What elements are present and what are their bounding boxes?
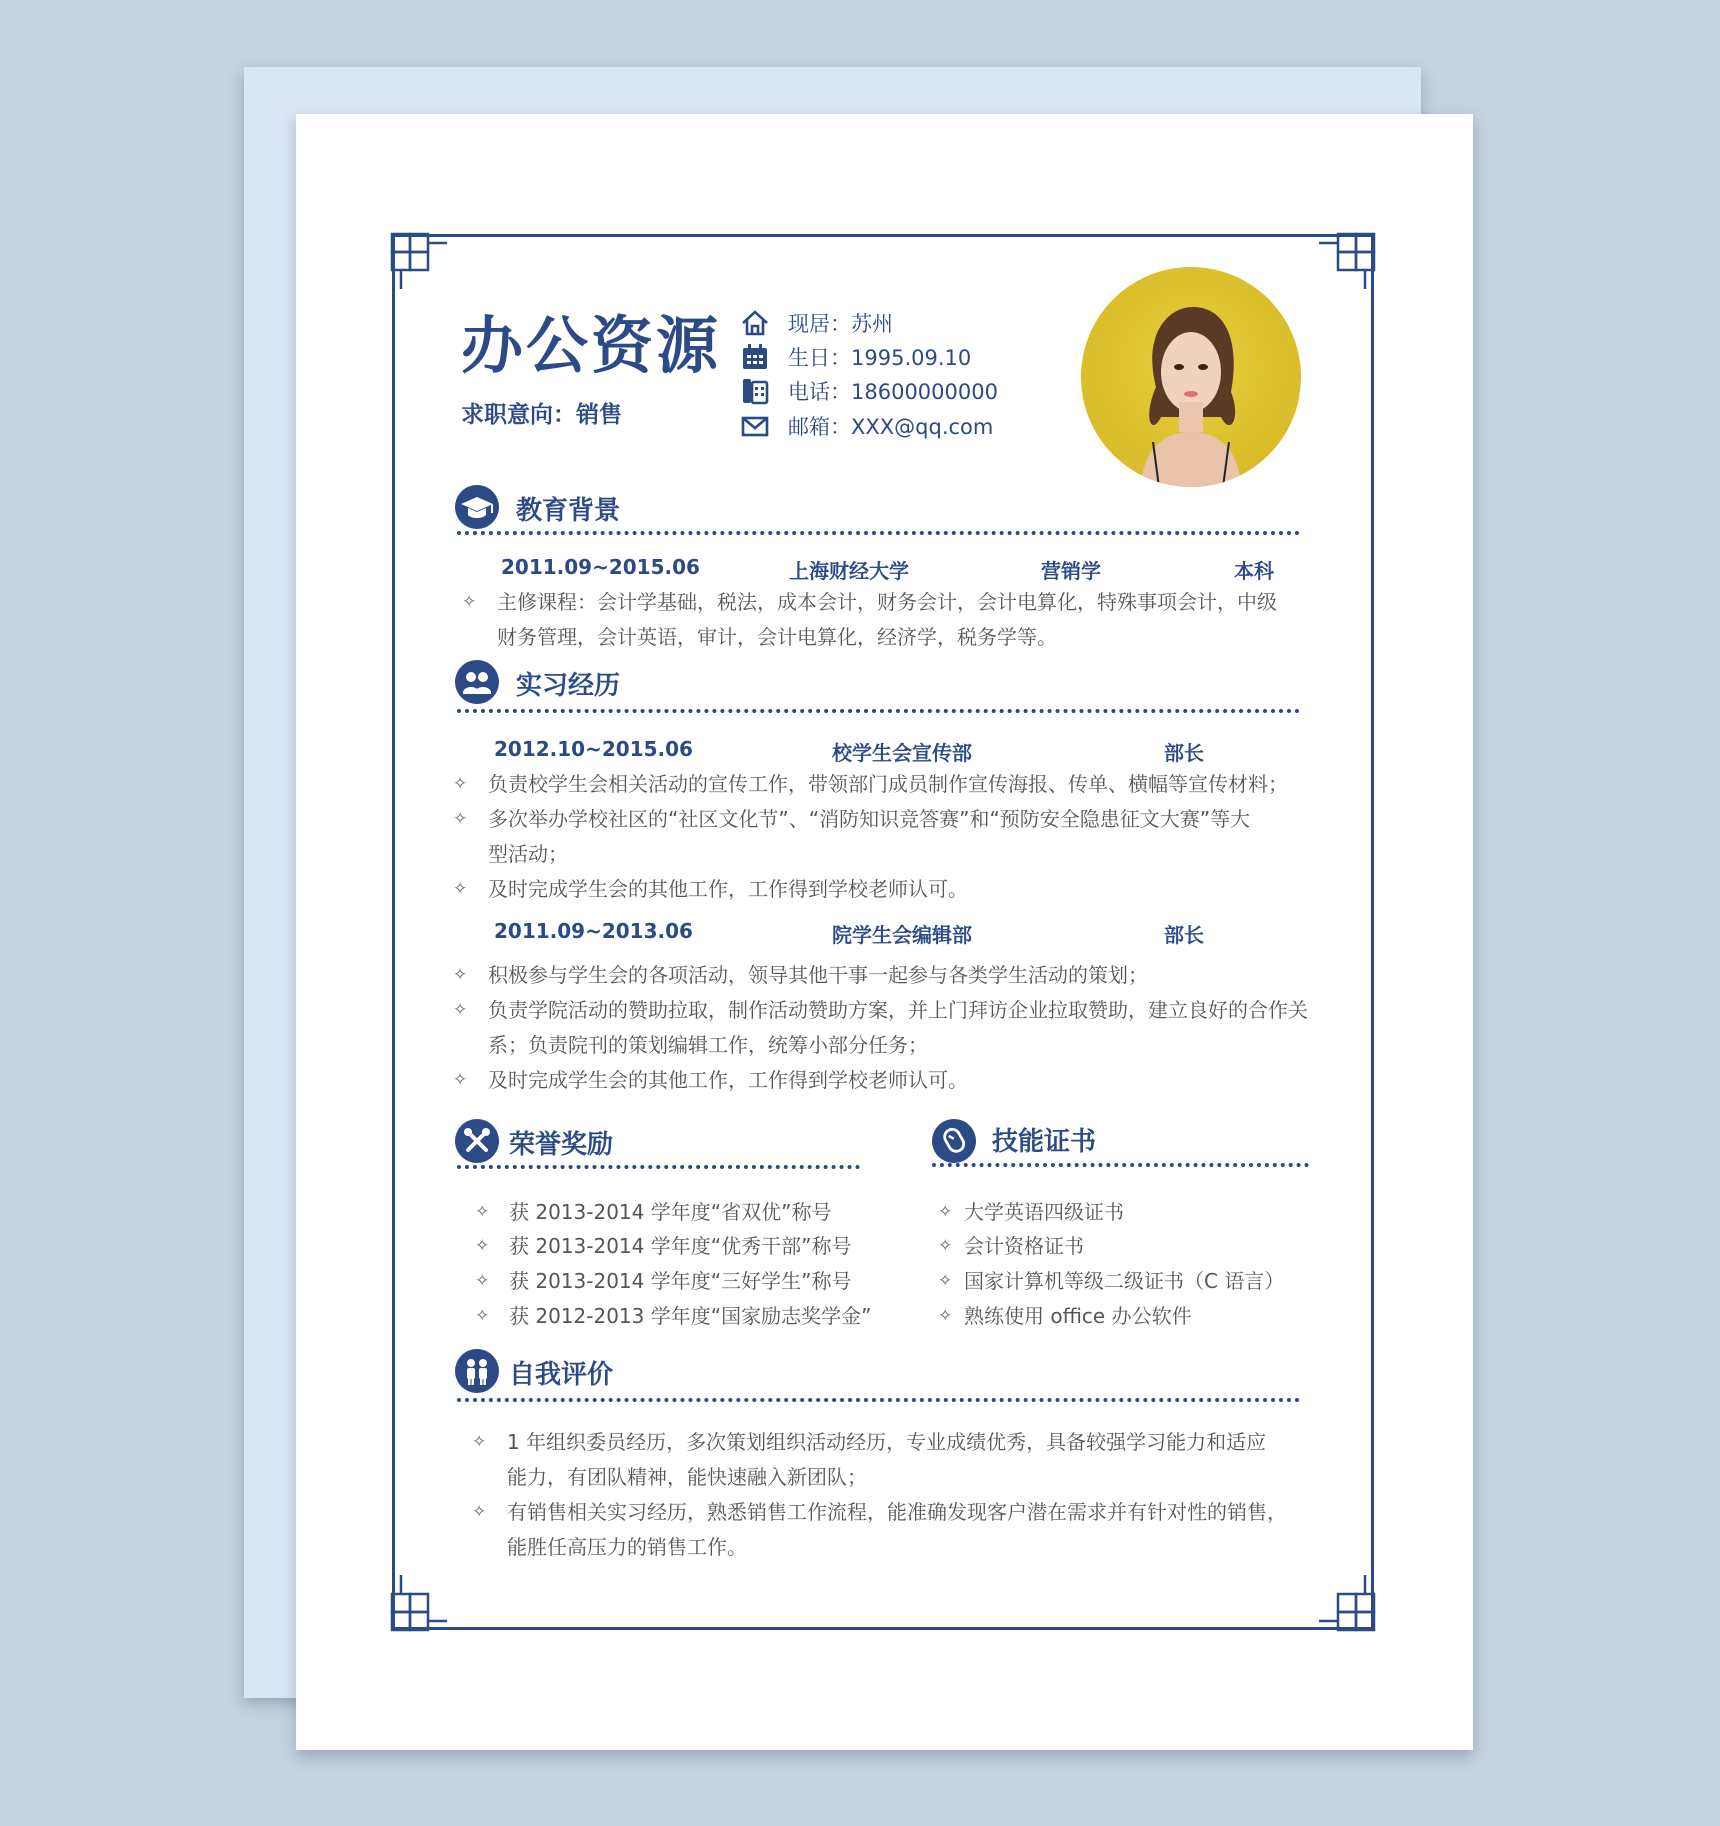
section-divider <box>932 1163 1309 1167</box>
list-item <box>938 1299 1192 1334</box>
job-line: 系；负责院刊的策划编辑工作，统筹小部分任务； <box>488 1033 928 1057</box>
bullet-mark: ✧ <box>475 1202 490 1222</box>
list-item <box>938 1229 1084 1264</box>
people-icon <box>455 1349 499 1393</box>
bullet-mark: ✧ <box>453 965 468 985</box>
section-divider <box>457 531 1300 535</box>
job-line: 及时完成学生会的其他工作，工作得到学校老师认可。 <box>488 877 968 901</box>
job-line: 多次举办学校社区的“社区文化节”、“消防知识竞答赛”和“预防安全隐患征文大赛”等大 <box>488 807 1251 831</box>
candidate-name: 办公资源 <box>461 309 722 382</box>
contact-phone <box>740 376 998 406</box>
section-title-internship: 实习经历 <box>516 671 621 701</box>
list-item <box>453 872 968 907</box>
bullet-mark: ✧ <box>472 1432 487 1452</box>
list-item <box>472 1495 1287 1565</box>
list-item <box>453 958 1148 993</box>
job-role: 部长 <box>1164 923 1204 947</box>
education-degree: 本科 <box>1234 559 1274 583</box>
job-org: 校学生会宣传部 <box>832 741 972 765</box>
job-line: 积极参与学生会的各项活动，领导其他干事一起参与各类学生活动的策划； <box>488 963 1148 987</box>
section-title-honors: 荣誉奖励 <box>509 1130 614 1160</box>
section-title-education: 教育背景 <box>516 496 621 526</box>
bullet-mark: ✧ <box>462 592 477 612</box>
bullet-mark: ✧ <box>475 1306 490 1326</box>
skill-item: 会计资格证书 <box>964 1234 1084 1258</box>
job-period: 2011.09~2013.06 <box>494 919 693 943</box>
section-divider <box>457 709 1300 713</box>
job-org: 院学生会编辑部 <box>832 923 972 947</box>
education-line: 主修课程：会计学基础，税法，成本会计，财务会计，会计电算化，特殊事项会计，中级 <box>497 590 1277 614</box>
home-icon <box>740 308 770 338</box>
graduation-cap-icon <box>455 485 499 529</box>
bullet-mark: ✧ <box>472 1502 487 1522</box>
bullet-mark: ✧ <box>475 1236 490 1256</box>
contact-email-text: 邮箱：XXX@qq.com <box>788 415 994 439</box>
list-item <box>938 1264 1284 1299</box>
section-title-skills: 技能证书 <box>992 1127 1097 1157</box>
section-divider <box>457 1398 1300 1402</box>
bullet-mark: ✧ <box>475 1271 490 1291</box>
bullet-mark: ✧ <box>453 1000 468 1020</box>
education-period: 2011.09~2015.06 <box>501 555 700 579</box>
contact-email <box>740 411 993 441</box>
contact-residence-text: 现居：苏州 <box>788 312 893 336</box>
bullet-mark: ✧ <box>938 1306 953 1326</box>
contact-birthday <box>740 342 971 372</box>
bullet-mark: ✧ <box>453 879 468 899</box>
calendar-icon <box>740 342 770 372</box>
skill-item: 国家计算机等级二级证书（C 语言） <box>964 1269 1285 1293</box>
list-item <box>475 1229 851 1264</box>
bullet-mark: ✧ <box>453 774 468 794</box>
contact-residence <box>740 308 893 338</box>
list-item <box>453 802 1250 872</box>
job-line: 及时完成学生会的其他工作，工作得到学校老师认可。 <box>488 1068 968 1092</box>
self-eval-line: 有销售相关实习经历，熟悉销售工作流程，能准确发现客户潜在需求并有针对性的销售， <box>507 1500 1287 1524</box>
phone-icon <box>740 376 770 406</box>
tools-icon <box>455 1119 499 1163</box>
job-line: 型活动； <box>488 842 568 866</box>
bullet-mark: ✧ <box>453 1070 468 1090</box>
contact-birthday-text: 生日：1995.09.10 <box>788 346 972 370</box>
bullet-mark: ✧ <box>453 809 468 829</box>
list-item <box>453 1063 968 1098</box>
fretwork-corner-icon <box>1317 231 1377 291</box>
honor-item: 获 2013-2014 学年度“省双优”称号 <box>509 1200 832 1224</box>
mouse-icon <box>932 1119 976 1163</box>
honor-item: 获 2013-2014 学年度“优秀干部”称号 <box>509 1234 852 1258</box>
fretwork-corner-icon <box>389 1573 449 1633</box>
skill-item: 熟练使用 office 办公软件 <box>964 1304 1192 1328</box>
list-item <box>475 1264 851 1299</box>
list-item <box>475 1195 831 1230</box>
job-line: 负责学院活动的赞助拉取，制作活动赞助方案，并上门拜访企业拉取赞助，建立良好的合作关 <box>488 998 1308 1022</box>
list-item <box>472 1425 1266 1495</box>
job-period: 2012.10~2015.06 <box>494 737 693 761</box>
honor-item: 获 2012-2013 学年度“国家励志奖学金” <box>509 1304 872 1328</box>
job-role: 部长 <box>1164 741 1204 765</box>
section-divider <box>457 1165 860 1169</box>
education-major: 营销学 <box>1041 559 1101 583</box>
bullet-mark: ✧ <box>938 1236 953 1256</box>
fretwork-corner-icon <box>1317 1573 1377 1633</box>
list-item <box>453 767 1288 802</box>
bullet-mark: ✧ <box>938 1271 953 1291</box>
job-line: 负责校学生会相关活动的宣传工作，带领部门成员制作宣传海报、传单、横幅等宣传材料； <box>488 772 1288 796</box>
profile-photo <box>1081 267 1301 487</box>
mail-icon <box>740 411 770 441</box>
contact-phone-text: 电话：18600000000 <box>788 380 998 404</box>
skill-item: 大学英语四级证书 <box>964 1200 1124 1224</box>
section-title-self-evaluation: 自我评价 <box>509 1360 614 1390</box>
honor-item: 获 2013-2014 学年度“三好学生”称号 <box>509 1269 852 1293</box>
list-item <box>938 1195 1124 1230</box>
fretwork-corner-icon <box>389 231 449 291</box>
self-eval-line: 能力，有团队精神，能快速融入新团队； <box>507 1465 867 1489</box>
list-item <box>462 585 1277 655</box>
job-objective: 求职意向：销售 <box>461 402 622 428</box>
team-icon <box>455 660 499 704</box>
self-eval-line: 能胜任高压力的销售工作。 <box>507 1535 747 1559</box>
list-item <box>453 993 1308 1063</box>
education-school: 上海财经大学 <box>789 559 909 583</box>
education-line: 财务管理，会计英语，审计，会计电算化，经济学，税务学等。 <box>497 625 1057 649</box>
list-item <box>475 1299 871 1334</box>
bullet-mark: ✧ <box>938 1202 953 1222</box>
self-eval-line: 1 年组织委员经历，多次策划组织活动经历，专业成绩优秀，具备较强学习能力和适应 <box>507 1430 1267 1454</box>
